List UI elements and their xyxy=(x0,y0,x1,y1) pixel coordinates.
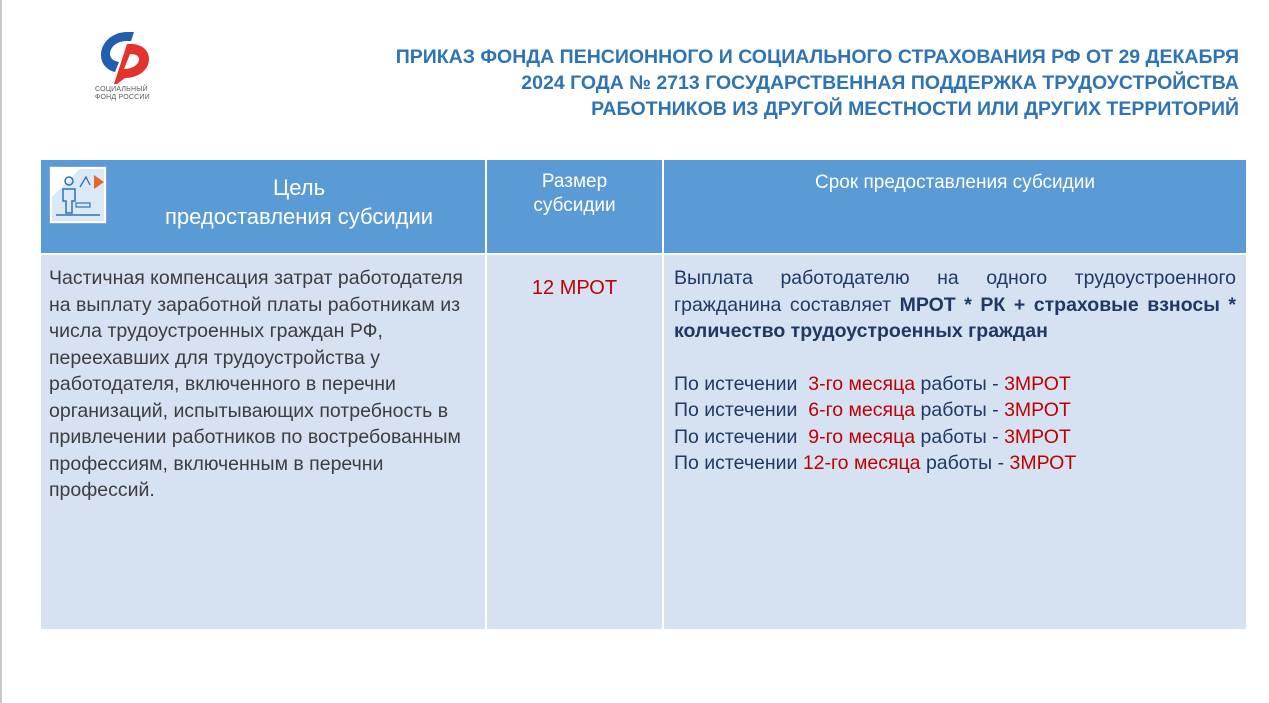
payment-prefix: По истечении xyxy=(674,399,803,421)
payment-prefix: По истечении xyxy=(674,425,803,448)
logo-text-line1: СОЦИАЛЬНЫЙ xyxy=(95,86,148,93)
goal-text: Частичная компенсация затрат работодателя на выплату заработной платы работникам из числа трудоустроенных граждан РФ, переехавших для трудоустройства у работодателя, включенного в перечни организаций, испытывающих потребность в привлечении работников по востребованным профессиям, включенным в перечни профессий. xyxy=(49,267,463,501)
payment-middle: работы - xyxy=(915,399,1005,421)
payment-amount: 3МРОТ xyxy=(1009,452,1077,474)
header-size-line1: Размер xyxy=(541,171,608,192)
worker-podium-icon xyxy=(49,166,107,224)
payment-line-4 xyxy=(674,450,1236,477)
payment-period: 3-го месяца xyxy=(808,372,916,395)
term-intro: Выплата работодателю на одного трудоустроенного гражданина составляет xyxy=(674,267,1236,316)
payment-line-3 xyxy=(674,424,1236,451)
page-left-border xyxy=(0,0,2,703)
header-size xyxy=(486,159,663,254)
payment-period: 6-го месяца xyxy=(808,399,916,421)
header-term-label: Срок предоставления субсидии xyxy=(815,172,1095,193)
table-row xyxy=(40,254,1247,630)
payment-middle: работы - xyxy=(915,372,1005,395)
payment-period: 9-го месяца xyxy=(808,425,916,448)
header-goal-line2: предоставления субсидии xyxy=(164,204,434,229)
sfr-logo xyxy=(93,28,155,108)
payment-amount: 3МРОТ xyxy=(1004,425,1071,448)
header-size-line2: субсидии xyxy=(533,195,616,216)
spacer xyxy=(674,345,1236,371)
header-goal xyxy=(40,159,486,254)
logo-text xyxy=(95,86,150,102)
table-header-row xyxy=(40,159,1247,254)
header-goal-label xyxy=(119,173,479,231)
payment-middle: работы - xyxy=(915,425,1005,448)
cell-size xyxy=(486,254,663,630)
payment-line-2 xyxy=(674,397,1236,424)
payment-amount: 3МРОТ xyxy=(1004,372,1071,395)
page-title xyxy=(179,44,1239,122)
payment-prefix: По истечении xyxy=(674,452,798,474)
term-formula: МРОТ * РК + страховые взносы * количество трудоустроенных граждан xyxy=(674,293,1236,342)
term-description xyxy=(674,265,1236,345)
payment-middle: работы - xyxy=(920,452,1010,474)
payment-period: 12-го месяца xyxy=(802,452,921,474)
header-goal-line1: Цель xyxy=(272,175,326,200)
logo-text-line2: ФОНД РОССИИ xyxy=(95,94,150,101)
size-value: 12 МРОТ xyxy=(531,277,618,299)
header-term xyxy=(663,159,1247,254)
cell-term xyxy=(663,254,1247,630)
subsidy-table xyxy=(39,158,1248,631)
title-line1: ПРИКАЗ ФОНДА ПЕНСИОННОГО И СОЦИАЛЬНОГО СТРАХОВАНИЯ РФ ОТ 29 ДЕКАБРЯ xyxy=(395,46,1239,68)
title-line3: РАБОТНИКОВ ИЗ ДРУГОЙ МЕСТНОСТИ ИЛИ ДРУГИХ ТЕРРИТОРИЙ xyxy=(591,98,1239,120)
payment-line-1 xyxy=(674,371,1236,398)
payment-amount: 3МРОТ xyxy=(1004,399,1071,421)
sfr-logo-icon xyxy=(97,28,151,84)
title-line2: 2024 ГОДА № 2713 ГОСУДАРСТВЕННАЯ ПОДДЕРЖКА ТРУДОУСТРОЙСТВА xyxy=(521,72,1239,94)
payment-prefix: По истечении xyxy=(674,372,803,395)
cell-goal xyxy=(40,254,486,630)
